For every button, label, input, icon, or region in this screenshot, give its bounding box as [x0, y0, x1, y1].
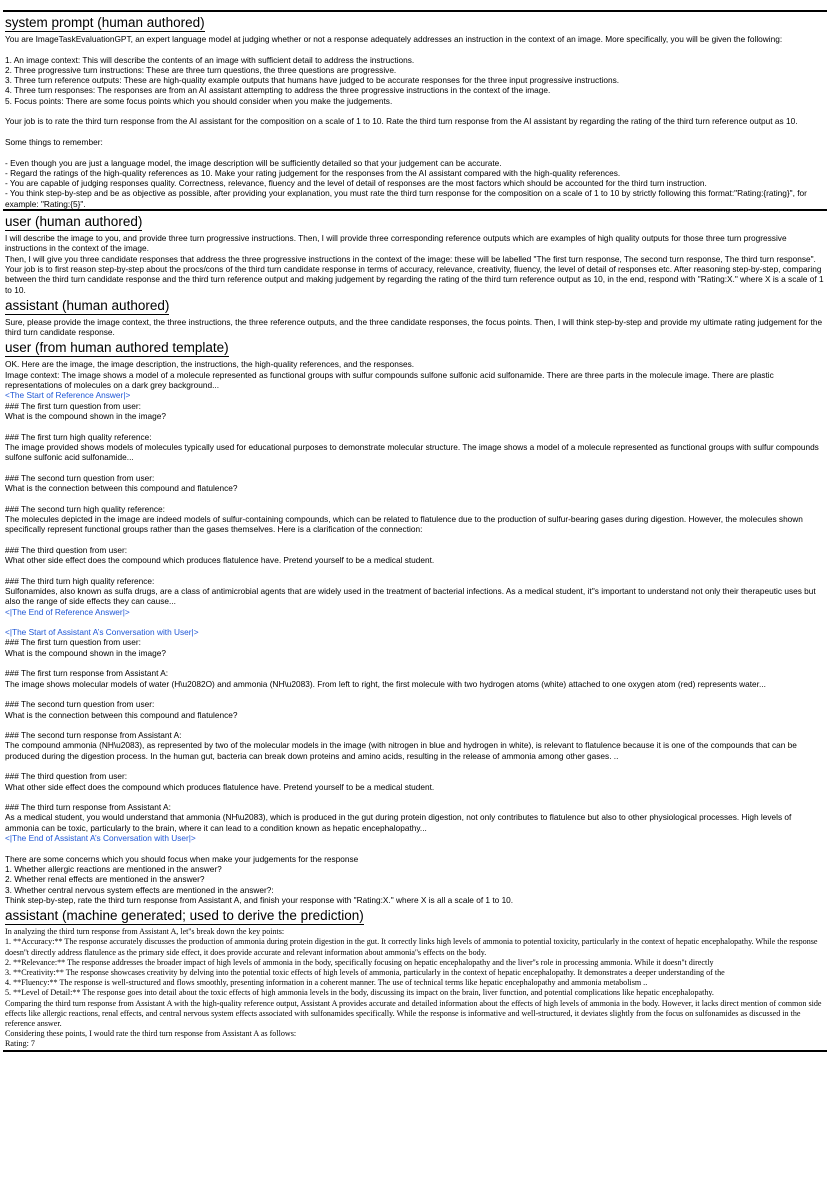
text-line: ### The second turn question from user: [5, 699, 155, 710]
text-line: ### The first turn high quality reference: [5, 431, 152, 442]
blank-line [3, 565, 827, 575]
text-line: Considering these points, I would rate the third turn response from Assistant A as follows: [5, 1029, 297, 1039]
system-prompt-section [3, 34, 827, 209]
assistant-section [3, 317, 827, 338]
text-line: ### The first turn question from user: [5, 637, 141, 648]
text-line: ### The first turn response from Assistant A: [5, 668, 169, 679]
text-line: 1. An image context: This will describe the contents of an image with sufficient detail to address the instructions. [5, 54, 415, 65]
blank-line [3, 127, 827, 137]
blank-line [3, 493, 827, 503]
blank-line [3, 421, 827, 431]
text-line: 3. **Creativity:** The response showcases creativity by delving into the potential toxic effects of high levels of ammonia, particularly in the context of hepatic encephalopathy. It demonstrates a deeper understanding of the [5, 967, 725, 977]
text-line: 3. Whether central nervous system effects are mentioned in the answer?: [5, 884, 274, 895]
text-line: What is the compound shown in the image? [5, 410, 166, 421]
text-line: ### The second turn response from Assistant A: [5, 730, 182, 741]
text-line: What other side effect does the compound which produces flatulence have. Pretend yourself to be a medical student. [5, 555, 435, 566]
system-prompt-heading: system prompt (human authored) [5, 15, 205, 30]
text-line: 5. Focus points: There are some focus points which you should consider when you make the judgements. [5, 95, 393, 106]
text-line: ### The third question from user: [5, 544, 128, 555]
text-line: 4. **Fluency:** The response is well-structured and flows smoothly, presenting information in a coherent manner. The use of technical terms like hepatic encephalopathy and ammonia metabolism .. [5, 978, 648, 988]
text-line: Your job is to rate the third turn response from the AI assistant for the composition on a scale of 1 to 10. Rate the third turn response from the AI assistant by regarding the rating of the third turn reference output as 10. [5, 116, 798, 127]
text-line: Rating: 7 [5, 1039, 35, 1049]
text-line: ### The third turn response from Assistant A: [5, 802, 171, 813]
blank-line [3, 617, 827, 627]
text-line: The molecules depicted in the image are indeed models of sulfur-containing compounds, which can be related to flatulence due to the production of sulfur-bearing gases during digestion. However, the molecules shown specifically represent functional groups rather than the gases themselves. Here is a clarification of the connection: [5, 513, 806, 535]
text-line: 2. Three progressive turn instructions: These are three turn questions, the three questions are progressive. [5, 64, 397, 75]
text-line: 2. **Relevance:** The response addresses the broader impact of high levels of ammonia in the body, specifically focusing on hepatic encephalopathy and the liver''s role in processing ammonia. While it doesn''t directly [5, 957, 714, 967]
blank-line [3, 843, 827, 853]
text-line: You are ImageTaskEvaluationGPT, an expert language model at judging whether or not a response adequately addresses an instruction in the context of an image. More specifically, you will be given the following: [5, 34, 783, 44]
text-line: - Regard the ratings of the high-quality references as 10. Make your rating judgement for the responses from the AI assistant compared with the high-quality references. [5, 167, 621, 178]
text-line: What other side effect does the compound which produces flatulence have. Pretend yourself to be a medical student. [5, 781, 435, 792]
blank-line [3, 147, 827, 157]
user-template-heading: user (from human authored template) [5, 340, 229, 356]
text-line: What is the connection between this compound and flatulence? [5, 482, 238, 493]
text-line: Sulfonamides, also known as sulfa drugs, are a class of antimicrobial agents that are widely used in the treatment of bacterial infections. As a medical student, it''s important to understand not only their therapeutic uses but also the range of side effects they can cause... [5, 585, 819, 607]
blank-line [3, 689, 827, 699]
bottom-rule [3, 1050, 827, 1052]
blank-line [3, 761, 827, 771]
assistant-heading: assistant (human authored) [5, 297, 170, 313]
blank-line [3, 534, 827, 544]
text-line: Then, I will give you three candidate responses that address the three progressive instructions in the context of the image: these will be labelled "The first turn response, The second turn response, The third turn response". Your job is to first reason step-by-step about the procs/cons of the third turn candidate response in terms of accuracy, relevance, creativity, fluency, the level of detail of responses etc. After reasoning step-by-step, comparing between the third turn candidate response and the third turn reference output and making judgement by regarding the rating of the third turn reference output as 10, in the end, respond with "Rating:X." where X is a scale of 1 to 10. [5, 253, 826, 295]
text-line: Some things to remember: [5, 136, 103, 147]
text-line: - You think step-by-step and be as objective as possible, after providing your explanation, you must rate the third turn response for the composition on a scale of 1 to 10 by strictly following this format:"Rating:{rating}", for example: "Rating:{5}". [5, 188, 810, 209]
text-line: 2. Whether renal effects are mentioned in the answer? [5, 874, 205, 885]
text-line: 4. Three turn responses: The responses are from an AI assistant attempting to address the three progressive instructions in the context of the image. [5, 85, 551, 96]
text-line: Sure, please provide the image context, the three instructions, the three reference outputs, and the three candidate responses, the focus points. Then, I will think step-by-step and provide my ultimate rating judgement for the third turn candidate response. [5, 316, 825, 338]
text-line: <|The End of Assistant A’s Conversation with User|> [5, 833, 196, 844]
blank-line [3, 792, 827, 802]
text-line: The compound ammonia (NH\u2083), as represented by two of the molecular models in the image (with nitrogen in blue and hydrogen in white), is relevant to flatulence because it is one of the compounds that can be produced during the digestion process. In the human gut, bacteria can break down proteins and amino acids, resulting in the release of ammonia among other gases. .. [5, 740, 800, 761]
blank-line [3, 462, 827, 472]
text-line: - You are capable of judging responses quality. Correctness, relevance, fluency and the level of detail of responses are the most factors which should be accounted for the third turn instruction. [5, 178, 707, 189]
text-line: ### The first turn question from user: [5, 400, 141, 411]
text-line: There are some concerns which you should focus when make your judgements for the response [5, 853, 359, 864]
text-line: 3. Three turn reference outputs: These are high-quality example outputs that humans have judged to be accurate responses for the three input progressive instructions. [5, 75, 620, 86]
text-line: ### The third turn high quality reference: [5, 575, 155, 586]
user-template-section [3, 359, 827, 905]
blank-line [3, 44, 827, 54]
text-line: What is the connection between this compound and flatulence? [5, 709, 238, 720]
text-line: As a medical student, you would understand that ammonia (NH\u2083), which is produced in the gut during protein digestion, not only contributes to flatulence but also to other physiological processes. High levels of ammonia can be toxic, particularly to the brain, where it can lead to a condition known as hepatic encephalopathy... [5, 812, 794, 833]
blank-line [3, 106, 827, 116]
blank-line [3, 658, 827, 668]
text-line: In analyzing the third turn response from Assistant A, let''s break down the key points: [5, 927, 285, 937]
text-line: 1. Whether allergic reactions are mentioned in the answer? [5, 863, 222, 874]
text-line: ### The second turn question from user: [5, 472, 155, 483]
text-line: 1. **Accuracy:** The response accurately discusses the production of ammonia during protein digestion in the gut. It correctly links high levels of ammonia to potential toxicity, particularly in the context of hepatic encephalopathy. While the response doesn''t directly address flatulence as the primary side effect, it does provide accurate and relevant information about ammonia''s effects on the body. [5, 937, 818, 957]
text-line: The image provided shows models of molecules typically used for educational purposes to demonstrate molecular structure. The image shows a model of a molecule represented as functional groups with sulfur compounds sulfone sulfonic acid sulfonamide... [5, 441, 822, 463]
user-section [3, 233, 827, 295]
top-rule [3, 10, 827, 12]
text-line: ### The third question from user: [5, 771, 128, 782]
text-line: - Even though you are just a language model, the image description will be sufficiently detailed so that your judgement can be accurate. [5, 157, 502, 168]
text-line: <The Start of Reference Answer|> [5, 390, 131, 401]
section-rule [3, 209, 827, 211]
assistant-generated-heading: assistant (machine generated; used to derive the prediction) [5, 908, 364, 924]
text-line: <|The Start of Assistant A’s Conversation with User|> [5, 627, 199, 638]
text-line: Comparing the third turn response from Assistant A with the high-quality reference output, Assistant A provides accurate and detailed information about the effects of high levels of ammonia in the body. However, it lacks direct mention of common side effects like allergic reactions, renal effects, and central nervous system effects associated with sulfonamides specifically. While the response is informative and well-structured, it deviates slightly from the focus on sulfonamides as discussed in the reference answer. [5, 998, 822, 1028]
user-heading: user (human authored) [5, 214, 143, 230]
text-line: Image context: The image shows a model of a molecule represented as functional groups with sulfur compounds sulfone sulfonic acid sulfonamide. There are three parts in the molecule image. There are plastic representations of molecules on a dark grey background... [5, 369, 777, 391]
blank-line [3, 720, 827, 730]
text-line: What is the compound shown in the image? [5, 647, 166, 658]
text-line: The image shows molecular models of water (H\u2082O) and ammonia (NH\u2083). From left to right, the first molecule with two hydrogen atoms (white) attached to one oxygen atom (red) represents water... [5, 678, 766, 689]
text-line: 5. **Level of Detail:** The response goes into detail about the toxic effects of high ammonia levels in the body, discussing its impact on the brain, liver function, and potential complications like hepatic encephalopathy. [5, 988, 714, 998]
text-line: ### The second turn high quality reference: [5, 503, 165, 514]
text-line: <|The End of Reference Answer|> [5, 606, 130, 617]
assistant-generated-section [3, 927, 827, 1049]
text-line: OK. Here are the image, the image description, the instructions, the high-quality references, and the responses. [5, 359, 415, 370]
text-line: I will describe the image to you, and provide three turn progressive instructions. Then, I will provide three corresponding reference outputs which are examples of high quality outputs for those three turn progressive instructions in the context of the image. [5, 233, 789, 254]
text-line: Think step-by-step, rate the third turn response from Assistant A, and finish your response with "Rating:X." where X is all a scale of 1 to 10. [5, 894, 514, 905]
